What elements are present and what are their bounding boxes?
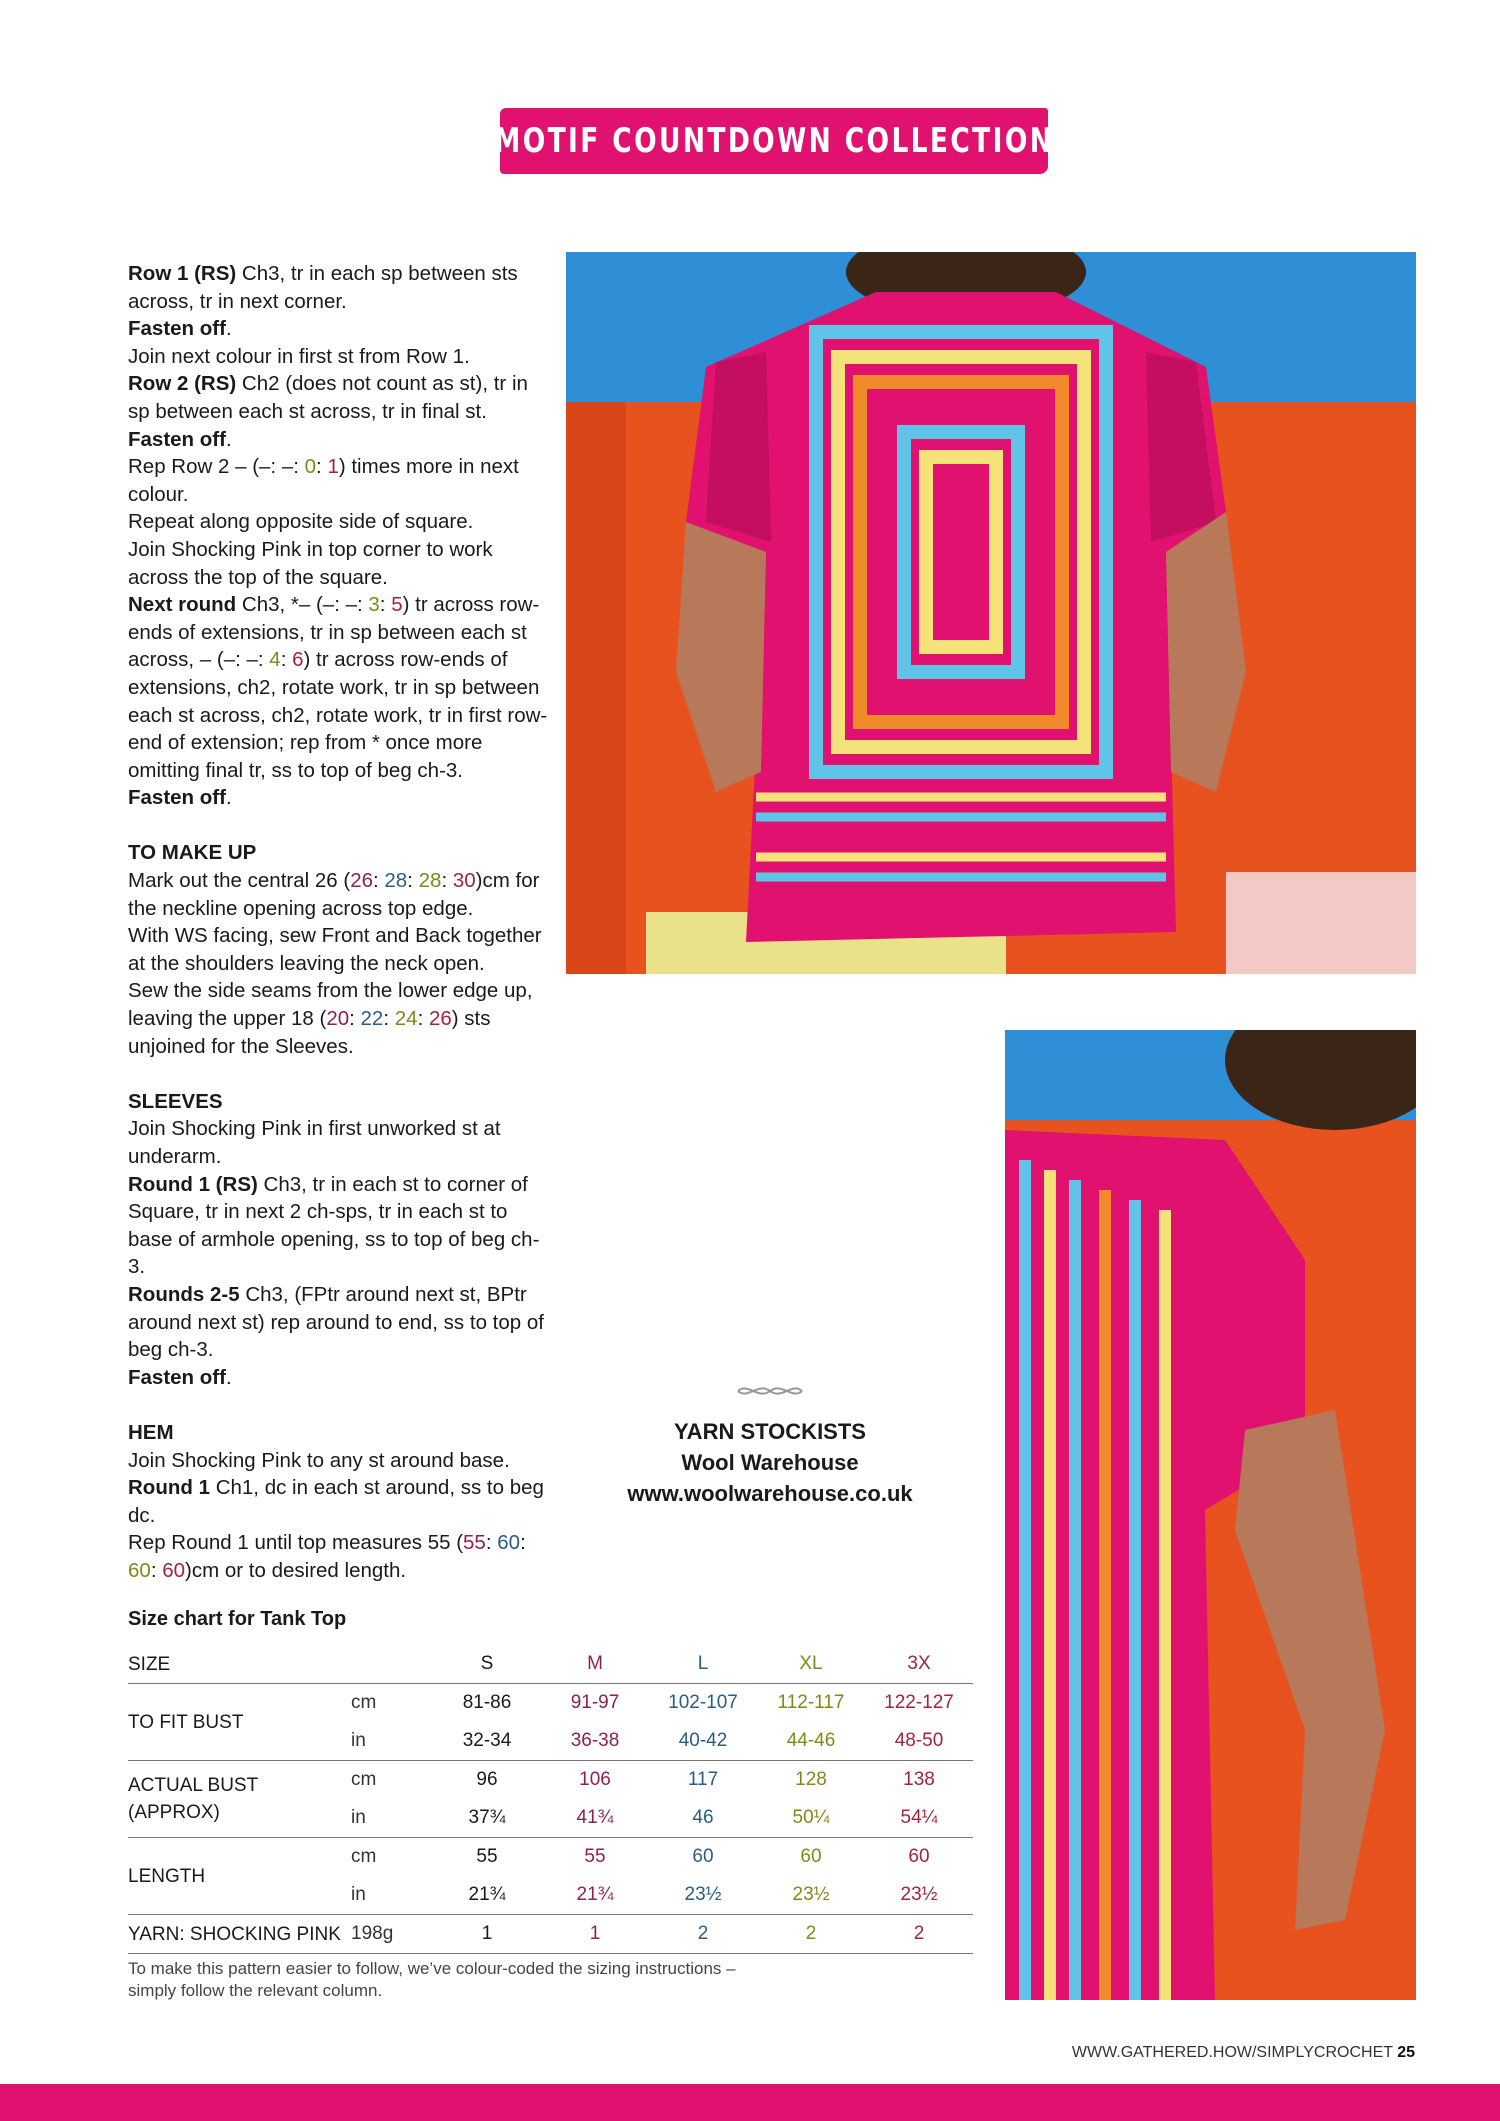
size-chart-footnote: To make this pattern easier to follow, we’ve colour-coded the sizing instructions – simply follow the relevant column.: [128, 1959, 736, 2000]
hem-heading: HEM: [128, 1420, 174, 1444]
table-row: ACTUAL BUST (APPROX) cm 96 106 117 128 138: [128, 1761, 973, 1800]
instruction-join: Join next colour in first st from Row 1.: [128, 344, 470, 368]
fasten-off: Fasten off.: [128, 786, 232, 810]
instruction-repeat: Rep Row 2 – (–: –: 0: 1) times more in next colour.: [128, 455, 519, 506]
instruction-row-2: Row 2 (RS) Ch2 (does not count as st), tr in sp between each st across, tr in final st.: [128, 372, 528, 423]
tank-top-back-photo: [566, 252, 1416, 974]
hem-repeat: Rep Round 1 until top measures 55 (55: 60: 60: 60)cm or to desired length.: [128, 1531, 526, 1582]
size-chart-title: Size chart for Tank Top: [128, 1608, 347, 1630]
table-row: in 32-34 36-38 40-42 44-46 48-50: [128, 1722, 973, 1761]
stockist-url[interactable]: www.woolwarehouse.co.uk: [627, 1481, 913, 1506]
hem-step-1: Join Shocking Pink to any st around base.: [128, 1448, 510, 1472]
instruction-opposite: Repeat along opposite side of square.: [128, 510, 474, 534]
fasten-off: Fasten off.: [128, 1365, 232, 1389]
makeup-step-3: Sew the side seams from the lower edge up, leaving the upper 18 (20: 22: 24: 26) sts unjoined for the Sleeves.: [128, 979, 533, 1058]
table-row: in 21¾ 21¾ 23½ 23½ 23½: [128, 1876, 973, 1915]
stockists-heading: YARN STOCKISTS: [674, 1419, 866, 1444]
instruction-join-pink: Join Shocking Pink in top corner to work across the top of the square.: [128, 537, 493, 589]
size-header-row: SIZE S M L XL 3X: [128, 1645, 973, 1684]
sleeves-step-1: Join Shocking Pink in first unworked st at underarm.: [128, 1117, 501, 1168]
fasten-off: Fasten off.: [128, 317, 232, 341]
page-number: 25: [1397, 2044, 1415, 2061]
table-row: LENGTH cm 55 55 60 60 60: [128, 1838, 973, 1877]
ornament-icon: [600, 1382, 940, 1408]
tank-top-side-photo: [1005, 1030, 1416, 2000]
fasten-off: Fasten off.: [128, 427, 232, 451]
makeup-step-1: Mark out the central 26 (26: 28: 28: 30)cm for the neckline opening across top edge.: [128, 869, 540, 920]
sleeves-heading: SLEEVES: [128, 1089, 223, 1113]
instruction-next-round: Next round Ch3, *– (–: –: 3: 5) tr across row-ends of extensions, tr in sp between each st across, – (–: –: 4: 6) tr across row-ends of extensions, ch2, rotate work, tr in sp between each st across, ch2, rotate work, tr in first row-end of extension; rep from * once more omitting final tr, ss to top of beg ch-3.: [128, 593, 548, 782]
stockist-name: Wool Warehouse: [681, 1450, 859, 1475]
makeup-step-2: With WS facing, sew Front and Back together at the shoulders leaving the neck open.: [128, 924, 542, 975]
banner-title: MOTIF COUNTDOWN COLLECTION: [493, 121, 1055, 161]
sleeves-round-1: Round 1 (RS) Ch3, tr in each st to corner of Square, tr in next 2 ch-sps, tr in each st to base of armhole opening, ss to top of beg ch-3.: [128, 1172, 540, 1279]
makeup-heading: TO MAKE UP: [128, 841, 257, 865]
footer-url[interactable]: WWW.GATHERED.HOW/SIMPLYCROCHET: [1071, 2044, 1393, 2061]
size-chart-table: [128, 1645, 973, 1954]
table-row: TO FIT BUST cm 81-86 91-97 102-107 112-117 122-127: [128, 1684, 973, 1723]
instruction-row-1: Row 1 (RS) Ch3, tr in each sp between sts across, tr in next corner.: [128, 262, 518, 313]
yarn-stockists: [600, 1382, 940, 1509]
bottom-bar: [0, 2084, 1500, 2121]
table-row: YARN: SHOCKING PINK 198g 1 1 2 2 2: [128, 1915, 973, 1954]
sleeves-rounds-2-5: Rounds 2-5 Ch3, (FPtr around next st, BPtr around next st) rep around to end, ss to top of beg ch-3.: [128, 1282, 544, 1362]
pattern-instructions: [128, 260, 548, 1585]
footer: [1072, 2044, 1415, 2062]
hem-round-1: Round 1 Ch1, dc in each st around, ss to beg dc.: [128, 1476, 544, 1527]
collection-banner: [493, 108, 1055, 174]
table-row: in 37¾ 41¾ 46 50¼ 54¼: [128, 1799, 973, 1838]
